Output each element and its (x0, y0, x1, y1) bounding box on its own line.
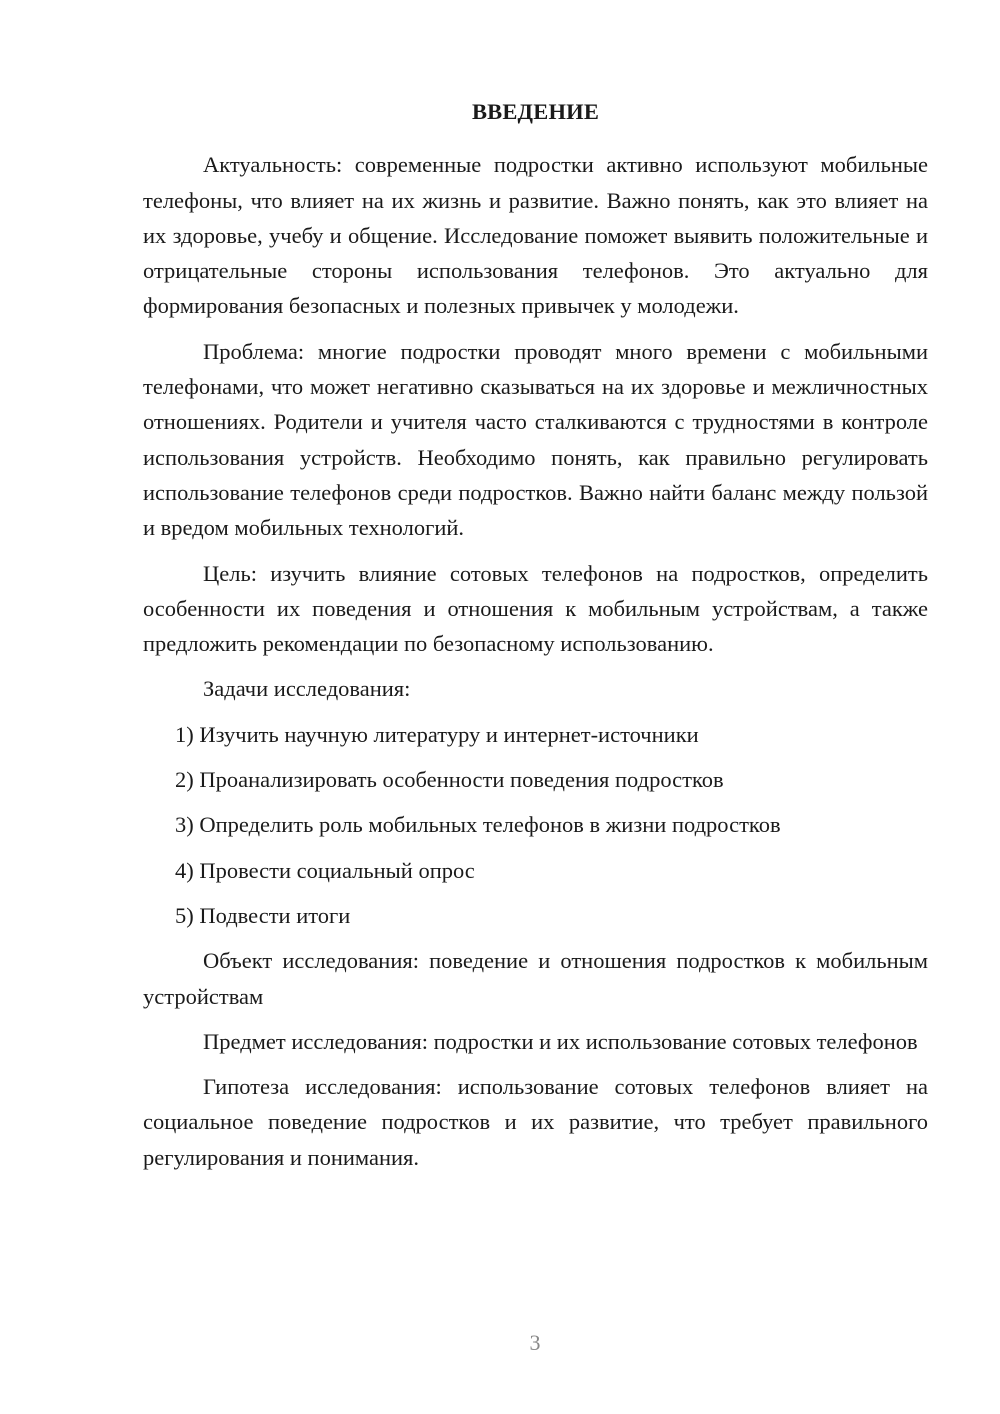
task-item-2: 2) Проанализировать особенности поведения подростков (175, 767, 724, 793)
task-item-4: 4) Провести социальный опрос (175, 857, 475, 883)
page-number: 3 (529, 1330, 541, 1355)
tasks-title: Задачи исследования: (203, 676, 411, 702)
task-item-1: 1) Изучить научную литературу и интернет-источники (175, 721, 699, 747)
page-title: ВВЕДЕНИЕ (471, 99, 600, 124)
tasks-list (143, 717, 928, 933)
relevance-paragraph: Актуальность: современные подростки активно используют мобильные телефоны, что влияет на их жизнь и развитие. Важно понять, как это влияет на их здоровье, учебу и общение. Исследование поможет выявить положительные и отрицательные стороны использования телефонов. Это актуально для формирования безопасных и полезных привычек у молодежи. (143, 152, 928, 319)
subject-paragraph: Предмет исследования: подростки и их использование сотовых телефонов (203, 1028, 918, 1054)
goal-paragraph: Цель: изучить влияние сотовых телефонов на подростков, определить особенности их поведения и отношения к мобильным устройствам, а также предложить рекомендации по безопасному использованию. (143, 560, 928, 657)
task-item-5: 5) Подвести итоги (175, 902, 351, 928)
hypothesis-paragraph: Гипотеза исследования: использование сотовых телефонов влияет на социальное поведение подростков и их развитие, что требует правильного регулирования и понимания. (143, 1074, 928, 1170)
object-paragraph: Объект исследования: поведение и отношения подростков к мобильным устройствам (143, 948, 928, 1009)
text-column (143, 94, 928, 1185)
problem-paragraph: Проблема: многие подростки проводят много времени с мобильными телефонами, что может негативно сказываться на их здоровье и межличностных отношениях. Родители и учителя часто сталкиваются с трудностями в контроле использования устройств. Необходимо понять, как правильно регулировать использование телефонов среди подростков. Важно найти баланс между пользой и вредом мобильных технологий. (143, 338, 928, 541)
task-item-3: 3) Определить роль мобильных телефонов в жизни подростков (175, 812, 781, 838)
